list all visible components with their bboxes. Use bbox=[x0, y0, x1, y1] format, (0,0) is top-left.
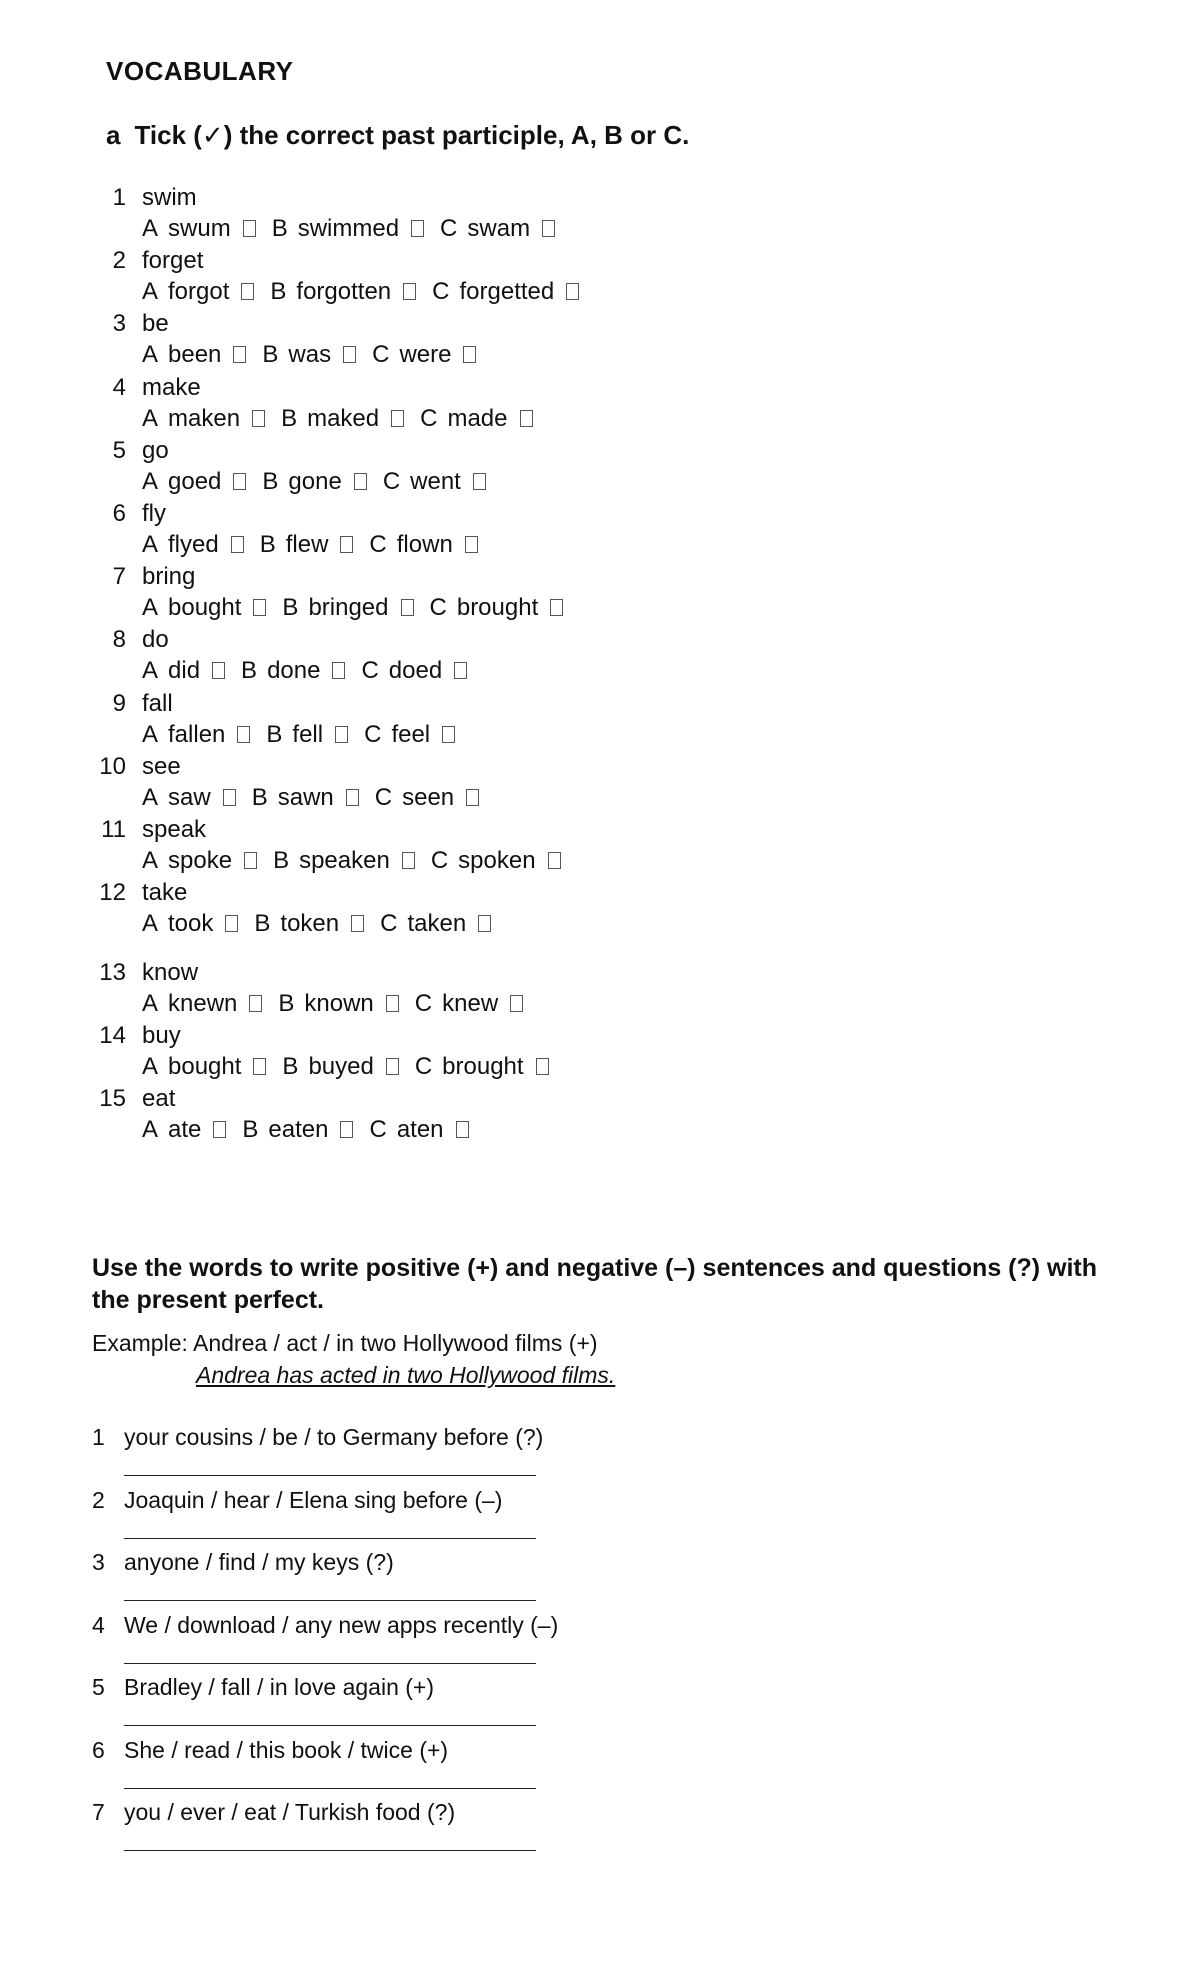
option-letter: B bbox=[262, 467, 279, 495]
tick-box[interactable] bbox=[550, 599, 563, 616]
option-letter: B bbox=[270, 278, 287, 306]
option-letter: C bbox=[414, 990, 433, 1018]
answer-line[interactable] bbox=[124, 1725, 536, 1726]
option-c bbox=[415, 1053, 549, 1081]
option-c bbox=[375, 784, 479, 812]
tick-box[interactable] bbox=[243, 220, 256, 237]
option-text: done bbox=[267, 657, 321, 685]
option-text: seen bbox=[402, 783, 455, 811]
item-number: 8 bbox=[112, 626, 126, 654]
sentence-item bbox=[92, 1795, 992, 1858]
option-text: ate bbox=[168, 1116, 202, 1144]
tick-box[interactable] bbox=[231, 536, 244, 553]
tick-box[interactable] bbox=[252, 410, 265, 427]
options-row bbox=[142, 594, 579, 622]
option-letter: A bbox=[142, 1116, 159, 1144]
option-letter: C bbox=[429, 594, 447, 622]
option-c bbox=[431, 847, 561, 875]
option-text: forgot bbox=[168, 278, 230, 306]
item-number: 10 bbox=[99, 752, 126, 780]
option-letter: B bbox=[262, 341, 279, 369]
option-text: maken bbox=[168, 404, 241, 432]
vocab-item bbox=[96, 180, 996, 243]
option-a bbox=[142, 721, 250, 749]
option-letter: C bbox=[372, 341, 390, 369]
option-text: was bbox=[288, 341, 332, 369]
option-text: goed bbox=[168, 467, 222, 495]
item-number: 2 bbox=[112, 247, 126, 275]
item-number: 11 bbox=[101, 815, 126, 843]
tick-box[interactable] bbox=[253, 599, 266, 616]
option-b bbox=[252, 784, 359, 812]
option-letter: B bbox=[254, 910, 271, 938]
options-row bbox=[142, 1053, 565, 1081]
tick-box[interactable] bbox=[343, 346, 356, 363]
option-letter: B bbox=[242, 1116, 259, 1144]
option-letter: A bbox=[142, 530, 159, 558]
sentence-item bbox=[92, 1420, 992, 1483]
option-text: fallen bbox=[168, 720, 226, 748]
option-letter: A bbox=[142, 215, 159, 242]
sentence-item bbox=[92, 1483, 992, 1546]
item-number: 6 bbox=[112, 499, 126, 527]
option-letter: A bbox=[142, 910, 159, 938]
tick-box[interactable] bbox=[340, 536, 353, 553]
tick-box[interactable] bbox=[456, 1121, 469, 1138]
vocab-item bbox=[96, 370, 996, 433]
option-letter: A bbox=[142, 990, 159, 1018]
option-b bbox=[272, 215, 424, 243]
base-verb: forget bbox=[142, 247, 204, 275]
option-letter: A bbox=[142, 657, 159, 685]
tick-box[interactable] bbox=[454, 662, 467, 679]
section-b-instruction: Use the words to write positive (+) and negative (–) sentences and questions (?) with the present perfect. bbox=[92, 1254, 1098, 1314]
vocab-item bbox=[96, 433, 996, 496]
option-b bbox=[262, 468, 366, 496]
tick-box[interactable] bbox=[253, 1058, 266, 1075]
option-letter: B bbox=[251, 783, 268, 811]
option-text: sawn bbox=[277, 783, 334, 811]
base-verb: do bbox=[142, 626, 169, 654]
base-verb: speak bbox=[142, 815, 207, 843]
vocab-item bbox=[96, 243, 996, 306]
option-text: brought bbox=[442, 1053, 524, 1081]
tick-box[interactable] bbox=[213, 1121, 226, 1138]
option-text: gone bbox=[288, 467, 342, 495]
tick-box[interactable] bbox=[386, 995, 399, 1012]
option-text: took bbox=[168, 910, 214, 938]
option-letter: C bbox=[369, 530, 387, 558]
item-number: 7 bbox=[92, 1799, 105, 1825]
base-verb: fall bbox=[142, 689, 173, 717]
base-verb: be bbox=[142, 310, 169, 338]
option-text: flown bbox=[396, 530, 453, 558]
section-a-instruction bbox=[106, 120, 689, 151]
option-text: bought bbox=[168, 594, 242, 622]
tick-box[interactable] bbox=[463, 346, 476, 363]
sentence-prompt: your cousins / be / to Germany before (?) bbox=[124, 1424, 544, 1450]
tick-box[interactable] bbox=[411, 220, 424, 237]
option-text: fell bbox=[292, 720, 324, 748]
option-text: flew bbox=[285, 530, 329, 558]
sentence-item bbox=[92, 1670, 992, 1733]
tick-box[interactable] bbox=[233, 346, 246, 363]
option-text: forgetted bbox=[459, 278, 555, 306]
option-a bbox=[142, 531, 244, 559]
option-text: saw bbox=[168, 783, 211, 811]
tick-box[interactable] bbox=[233, 473, 246, 490]
base-verb: see bbox=[142, 752, 181, 780]
option-c bbox=[380, 910, 491, 938]
tick-box[interactable] bbox=[536, 1058, 549, 1075]
option-letter: B bbox=[278, 990, 295, 1018]
options-row bbox=[142, 1116, 485, 1144]
option-letter: B bbox=[266, 720, 283, 748]
option-letter: C bbox=[432, 278, 450, 306]
option-b bbox=[266, 721, 348, 749]
answer-line[interactable] bbox=[124, 1850, 536, 1851]
options-row bbox=[142, 341, 492, 369]
option-text: taken bbox=[407, 910, 467, 938]
option-text: forgotten bbox=[296, 278, 392, 306]
tick-box[interactable] bbox=[346, 789, 359, 806]
page-title: VOCABULARY bbox=[106, 56, 294, 86]
sentence-item bbox=[92, 1733, 992, 1796]
option-a bbox=[142, 1116, 226, 1144]
option-c bbox=[420, 405, 532, 433]
base-verb: eat bbox=[142, 1085, 176, 1113]
option-text: went bbox=[410, 467, 461, 495]
option-text: bought bbox=[168, 1053, 242, 1081]
option-text: swimmed bbox=[297, 215, 400, 242]
option-c bbox=[383, 468, 486, 496]
sentence-item bbox=[92, 1545, 992, 1608]
option-c bbox=[364, 721, 455, 749]
vocab-item bbox=[96, 875, 996, 955]
options-row bbox=[142, 468, 502, 496]
vocab-item bbox=[96, 1018, 996, 1081]
option-letter: B bbox=[259, 530, 276, 558]
option-a bbox=[142, 594, 266, 622]
option-letter: A bbox=[142, 1053, 159, 1081]
item-number: 1 bbox=[92, 1424, 105, 1450]
tick-box[interactable] bbox=[403, 283, 416, 300]
tick-box[interactable] bbox=[335, 726, 348, 743]
option-c bbox=[432, 278, 579, 306]
options-row bbox=[142, 405, 549, 433]
option-text: been bbox=[168, 341, 222, 369]
vocab-item bbox=[96, 686, 996, 749]
option-letter: A bbox=[142, 278, 159, 306]
option-letter: B bbox=[282, 1053, 299, 1081]
item-number: 13 bbox=[99, 959, 126, 987]
section-a-label: a bbox=[106, 120, 121, 150]
option-a bbox=[142, 847, 257, 875]
vocab-item bbox=[96, 622, 996, 685]
section-a-text: Tick (✓) the correct past participle, A, B or C. bbox=[134, 120, 690, 150]
tick-box[interactable] bbox=[244, 852, 257, 869]
sentence-prompt: Bradley / fall / in love again (+) bbox=[124, 1674, 435, 1700]
sentence-item bbox=[92, 1608, 992, 1671]
tick-box[interactable] bbox=[225, 915, 238, 932]
answer-line[interactable] bbox=[124, 1600, 536, 1601]
tick-box[interactable] bbox=[442, 726, 455, 743]
option-letter: A bbox=[142, 846, 159, 874]
option-letter: B bbox=[281, 404, 298, 432]
option-letter: B bbox=[241, 657, 258, 685]
option-a bbox=[142, 990, 262, 1018]
option-a bbox=[142, 910, 238, 938]
tick-box[interactable] bbox=[402, 852, 415, 869]
vocab-item bbox=[96, 812, 996, 875]
option-a bbox=[142, 215, 256, 243]
option-b bbox=[254, 910, 364, 938]
option-b bbox=[278, 990, 398, 1018]
item-number: 5 bbox=[92, 1674, 105, 1700]
item-number: 2 bbox=[92, 1486, 105, 1513]
option-text: known bbox=[304, 990, 374, 1018]
option-a bbox=[142, 468, 246, 496]
item-number: 12 bbox=[99, 879, 126, 907]
option-b bbox=[242, 1116, 353, 1144]
option-b bbox=[262, 341, 356, 369]
vocab-item bbox=[96, 559, 996, 622]
tick-box[interactable] bbox=[465, 536, 478, 553]
base-verb: take bbox=[142, 879, 188, 907]
item-number: 9 bbox=[112, 689, 126, 717]
base-verb: buy bbox=[142, 1022, 181, 1050]
vocab-list bbox=[96, 180, 996, 1145]
option-a bbox=[142, 657, 225, 685]
sentence-prompt: Joaquin / hear / Elena sing before (–) bbox=[124, 1486, 503, 1513]
tick-box[interactable] bbox=[237, 726, 250, 743]
option-letter: C bbox=[382, 467, 401, 495]
options-row bbox=[142, 531, 494, 559]
option-a bbox=[142, 405, 265, 433]
option-c bbox=[369, 1116, 468, 1144]
option-letter: A bbox=[142, 467, 159, 495]
tick-box[interactable] bbox=[386, 1058, 399, 1075]
option-letter: A bbox=[142, 404, 159, 432]
option-letter: C bbox=[440, 215, 458, 242]
item-number: 3 bbox=[92, 1549, 105, 1575]
option-c bbox=[372, 341, 476, 369]
tick-box[interactable] bbox=[241, 283, 254, 300]
tick-box[interactable] bbox=[510, 995, 523, 1012]
option-text: were bbox=[399, 341, 452, 369]
item-number: 14 bbox=[99, 1022, 126, 1050]
option-text: doed bbox=[388, 657, 443, 685]
option-letter: B bbox=[271, 215, 288, 242]
option-text: spoken bbox=[458, 846, 536, 874]
options-row bbox=[142, 784, 495, 812]
vocab-item bbox=[96, 306, 996, 369]
item-number: 15 bbox=[99, 1085, 126, 1113]
tick-box[interactable] bbox=[466, 789, 479, 806]
option-text: maked bbox=[307, 404, 380, 432]
option-text: flyed bbox=[168, 530, 219, 558]
option-a bbox=[142, 341, 246, 369]
option-a bbox=[142, 784, 236, 812]
base-verb: go bbox=[142, 436, 169, 464]
option-c bbox=[369, 531, 477, 559]
option-b bbox=[282, 594, 413, 622]
tick-box[interactable] bbox=[391, 410, 404, 427]
answer-line[interactable] bbox=[124, 1538, 536, 1539]
options-row bbox=[142, 910, 507, 938]
option-text: feel bbox=[391, 720, 431, 748]
option-text: spoke bbox=[168, 846, 233, 874]
tick-box[interactable] bbox=[478, 915, 491, 932]
example-prompt: Example: Andrea / act / in two Hollywood films (+) bbox=[92, 1330, 598, 1356]
option-text: brought bbox=[456, 594, 539, 622]
tick-box[interactable] bbox=[351, 915, 364, 932]
option-a bbox=[142, 278, 254, 306]
options-row bbox=[142, 990, 539, 1018]
option-text: aten bbox=[396, 1116, 444, 1144]
tick-box[interactable] bbox=[340, 1121, 353, 1138]
option-c bbox=[440, 215, 555, 243]
option-text: swam bbox=[467, 215, 531, 242]
sentence-prompt: She / read / this book / twice (+) bbox=[124, 1736, 449, 1763]
tick-box[interactable] bbox=[473, 473, 486, 490]
options-row bbox=[142, 278, 595, 306]
sentence-prompt: you / ever / eat / Turkish food (?) bbox=[124, 1799, 456, 1825]
base-verb: fly bbox=[142, 499, 166, 527]
option-letter: C bbox=[369, 1116, 387, 1144]
option-a bbox=[142, 1053, 266, 1081]
option-letter: A bbox=[142, 594, 159, 622]
vocab-item bbox=[96, 1081, 996, 1144]
vocab-item bbox=[96, 749, 996, 812]
vocab-item bbox=[96, 496, 996, 559]
item-number: 1 bbox=[112, 184, 126, 211]
option-letter: C bbox=[364, 720, 382, 748]
item-number: 5 bbox=[112, 436, 126, 464]
options-row bbox=[142, 847, 577, 875]
tick-box[interactable] bbox=[354, 473, 367, 490]
base-verb: swim bbox=[142, 184, 197, 211]
option-letter: C bbox=[414, 1053, 433, 1081]
option-b bbox=[282, 1053, 398, 1081]
option-text: knewn bbox=[168, 990, 238, 1018]
option-c bbox=[361, 657, 467, 685]
answer-line[interactable] bbox=[124, 1663, 536, 1664]
base-verb: know bbox=[142, 959, 199, 987]
base-verb: make bbox=[142, 373, 201, 401]
option-b bbox=[260, 531, 354, 559]
options-row bbox=[142, 215, 571, 243]
option-b bbox=[241, 657, 345, 685]
tick-box[interactable] bbox=[542, 220, 555, 237]
option-text: did bbox=[168, 657, 201, 685]
tick-box[interactable] bbox=[401, 599, 414, 616]
option-letter: C bbox=[361, 657, 379, 685]
option-text: made bbox=[447, 404, 508, 432]
option-letter: C bbox=[420, 404, 438, 432]
option-letter: A bbox=[142, 720, 159, 748]
option-letter: B bbox=[282, 594, 299, 622]
sentence-prompt: anyone / find / my keys (?) bbox=[124, 1549, 394, 1575]
option-text: buyed bbox=[308, 1053, 374, 1081]
option-text: eaten bbox=[268, 1116, 329, 1144]
options-row bbox=[142, 657, 483, 685]
answer-line[interactable] bbox=[124, 1475, 536, 1476]
item-number: 3 bbox=[112, 310, 126, 338]
item-number: 4 bbox=[112, 373, 126, 401]
option-letter: A bbox=[142, 341, 159, 369]
option-text: token bbox=[280, 910, 340, 938]
sentence-prompt: We / download / any new apps recently (–) bbox=[124, 1611, 559, 1638]
option-b bbox=[281, 405, 404, 433]
option-letter: C bbox=[380, 910, 398, 938]
option-text: knew bbox=[442, 990, 499, 1018]
item-number: 7 bbox=[112, 563, 126, 591]
tick-box[interactable] bbox=[332, 662, 345, 679]
options-row bbox=[142, 721, 471, 749]
item-number: 6 bbox=[92, 1736, 105, 1763]
option-c bbox=[415, 990, 523, 1018]
option-text: bringed bbox=[308, 594, 389, 622]
answer-line[interactable] bbox=[124, 1788, 536, 1789]
tick-box[interactable] bbox=[223, 789, 236, 806]
tick-box[interactable] bbox=[548, 852, 561, 869]
option-b bbox=[270, 278, 416, 306]
option-b bbox=[273, 847, 415, 875]
sentence-list bbox=[92, 1420, 992, 1858]
example-answer: Andrea has acted in two Hollywood films. bbox=[196, 1362, 616, 1388]
tick-box[interactable] bbox=[566, 283, 579, 300]
tick-box[interactable] bbox=[520, 410, 533, 427]
option-letter: A bbox=[142, 783, 159, 811]
option-letter: B bbox=[273, 846, 290, 874]
option-c bbox=[430, 594, 564, 622]
option-text: swum bbox=[168, 215, 231, 242]
base-verb: bring bbox=[142, 563, 196, 591]
item-number: 4 bbox=[92, 1611, 105, 1638]
tick-box[interactable] bbox=[212, 662, 225, 679]
tick-box[interactable] bbox=[249, 995, 262, 1012]
vocab-item bbox=[96, 955, 996, 1018]
option-letter: C bbox=[374, 783, 393, 811]
option-letter: C bbox=[430, 846, 449, 874]
option-text: speaken bbox=[299, 846, 390, 874]
